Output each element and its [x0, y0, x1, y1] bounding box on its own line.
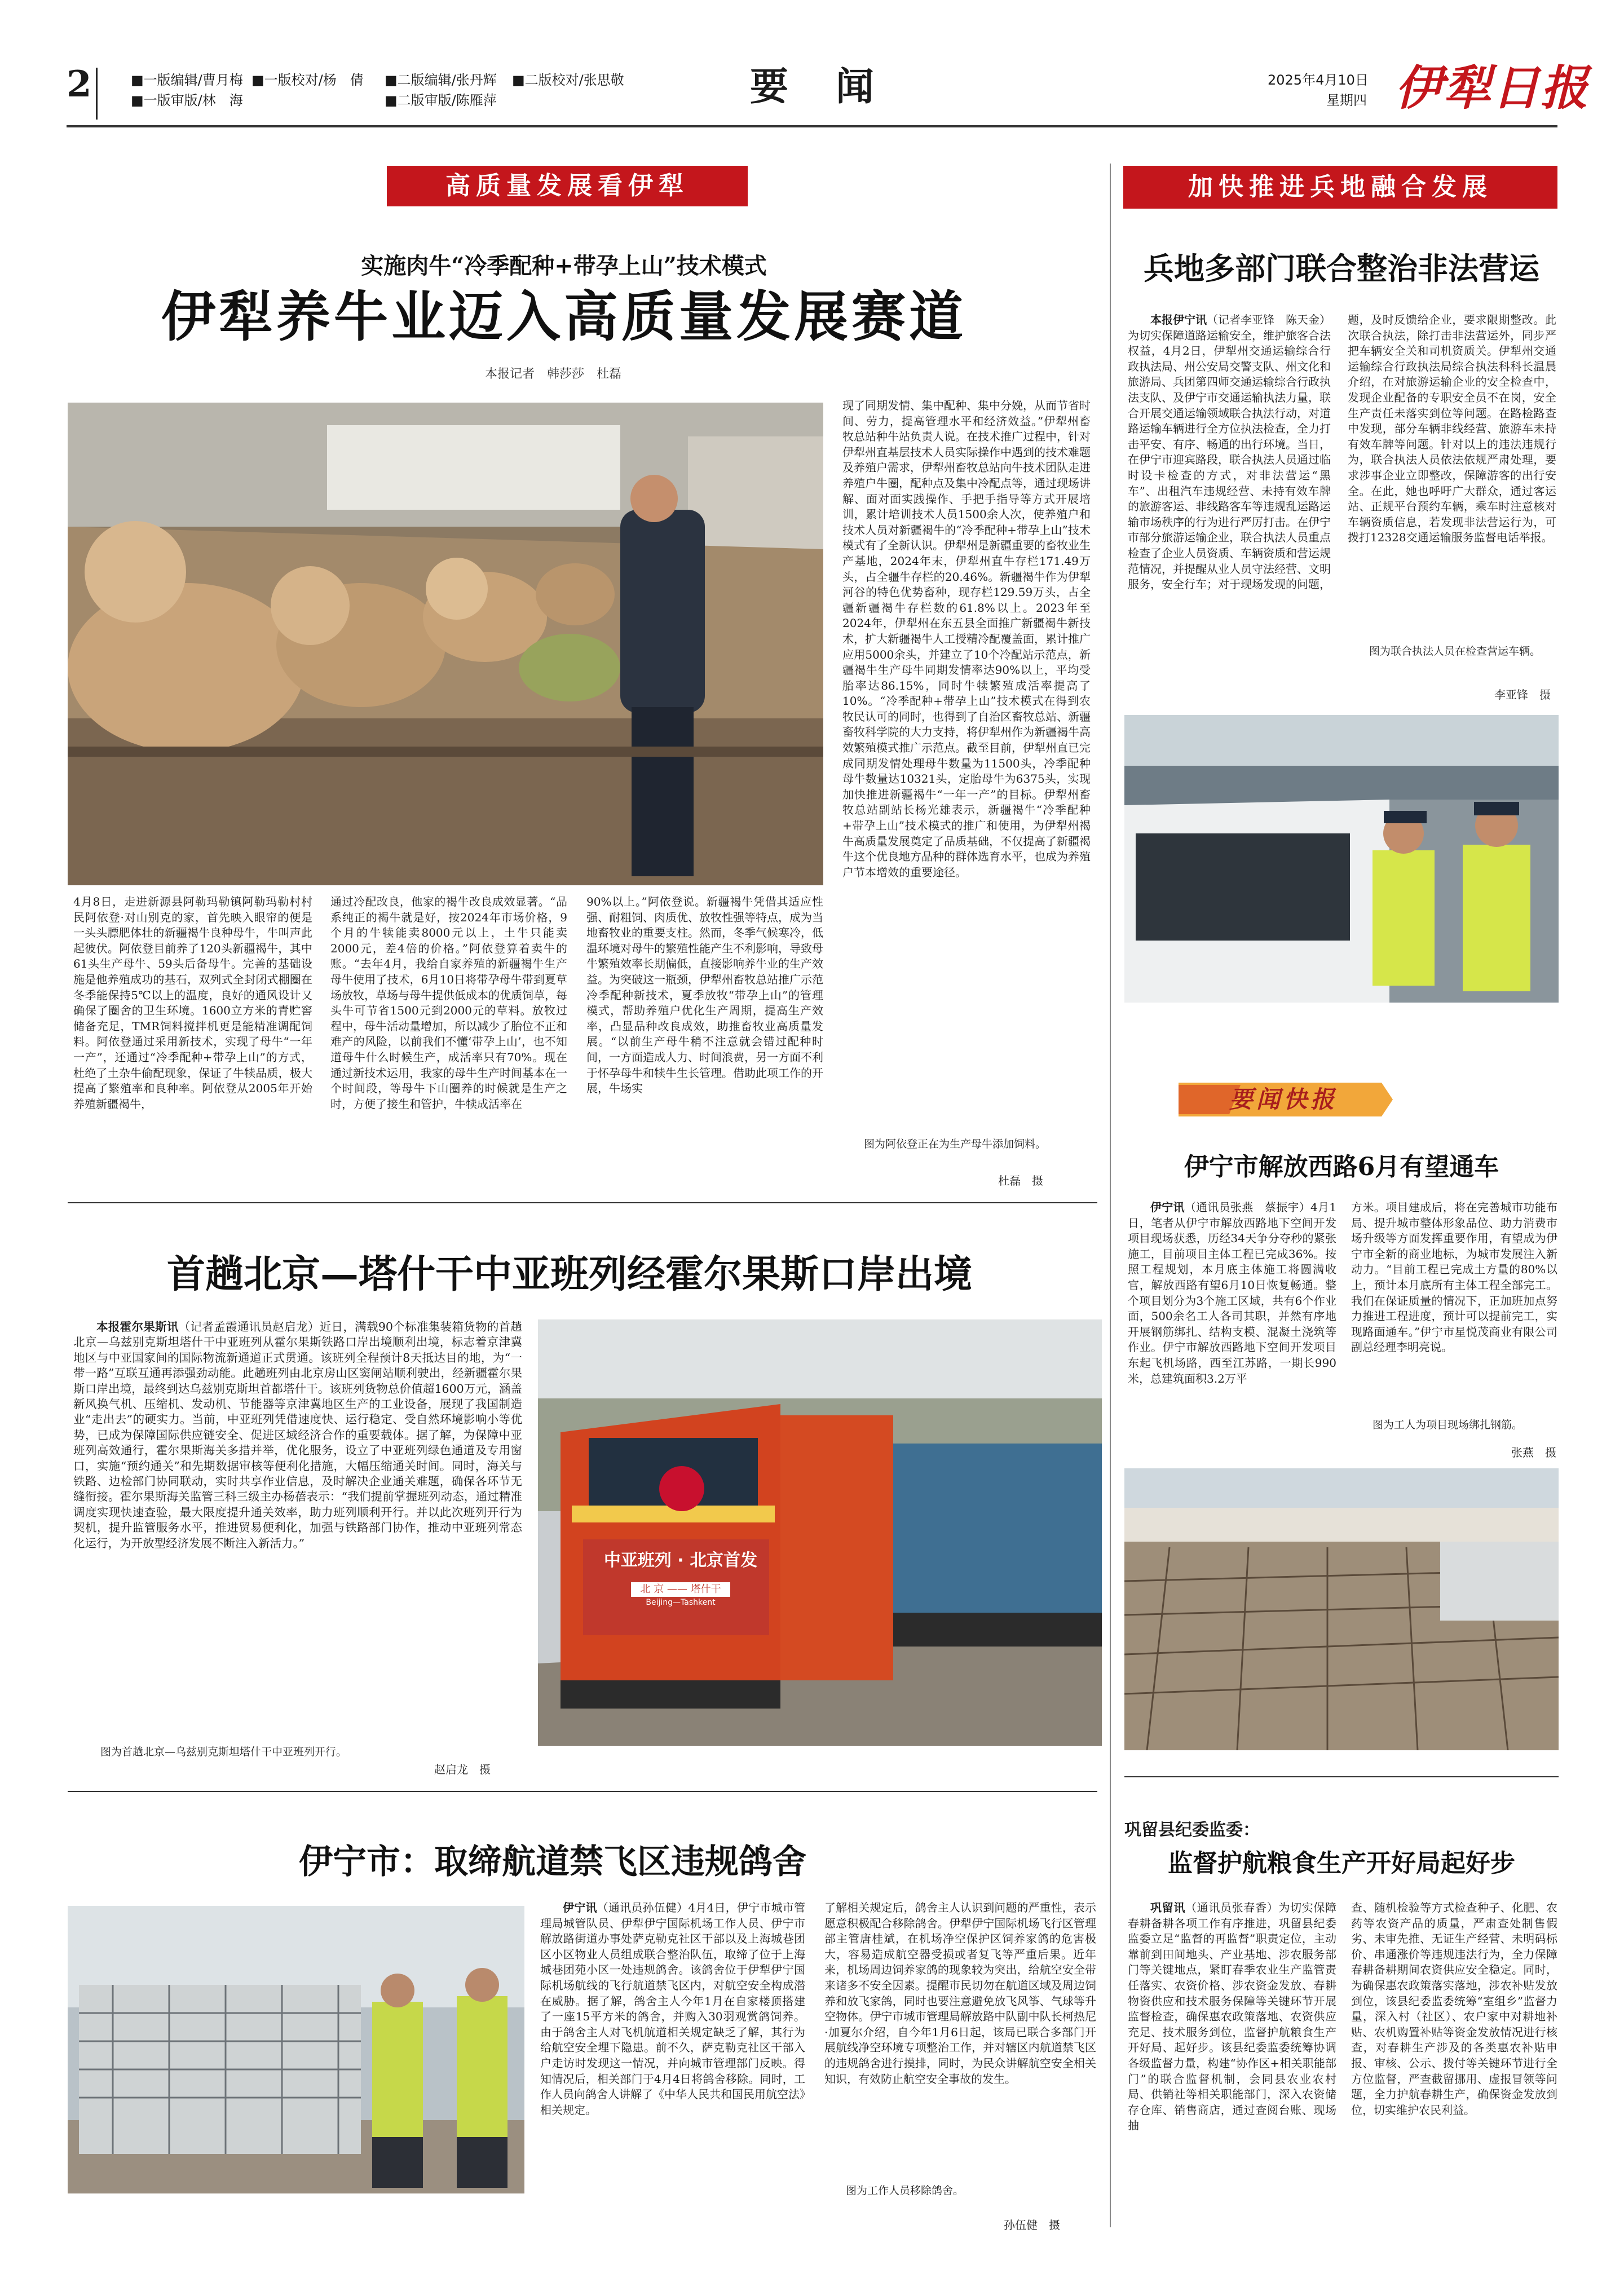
section-banner-bingtuan: 加快推进兵地融合发展 [1123, 166, 1557, 209]
masthead [0, 0, 1624, 130]
article4-headline: 兵地多部门联合整治非法营运 [1144, 250, 1539, 286]
police-photo [1124, 715, 1559, 1003]
column-divider [1110, 164, 1111, 2227]
article1-bottom-rule [68, 1202, 1097, 1203]
masthead-rule [67, 125, 1557, 127]
article1-column-2: 通过冷配改良，他家的褐牛改良成效显著。“品系纯正的褐牛就是好，按2024年市场价格，9个月的牛犊能卖8000元以上，土牛只能卖2000元，差4倍的价格。”阿依登算着卖牛的账。“去年4月，我给自家养殖的新疆褐牛生产母牛使用了技术，6月10日将带孕母牛带到夏草场放牧，草场与母牛提供低成本的优质饲草，每头牛可节省1500元到2000元的草料。放牧过程中，母牛活动量增加，所以减少了胎位不正和难产的风险，以前我们不懂‘带孕上山’，也不知道母牛什么时候生产，成活率只有70%。现在通过新技术运用，我家的母牛生产时间基本在一个时间段，等母牛下山圈养的时候就是生产之时，方便了接生和管护，牛犊成活率在 [330, 895, 567, 1111]
masthead-divider [96, 68, 98, 120]
article5-credit: 张燕 摄 [1511, 1446, 1556, 1459]
article6-headline: 监督护航粮食生产开好局起好步 [1168, 1849, 1515, 1878]
quicknews-banner [1179, 1077, 1393, 1122]
page-number: 2 [67, 63, 92, 105]
article5-column-2: 方米。项目建成后，将在完善城市功能布局、提升城市整体形象品位、助力消费市场升级等方面发挥重要作用，有望成为伊宁市全新的商业地标，为城市发展注入新动力。“目前工程已完成土方量的80%以上，预计本月底所有主体工程全部完工。我们在保证质量的情况下，正加班加点努力推进工程进度，预计可以提前完工，实现路面通车。”伊宁市星悦茂商业有限公司副总经理李明亮说。 [1351, 1200, 1557, 1354]
cattle-photo [68, 403, 823, 885]
article1-kicker: 实施肉牛“冷季配种+带孕上山”技术模式 [361, 253, 767, 279]
article5-column-1: 伊宁讯（通讯员张燕 蔡振宇）4月1日，笔者从伊宁市解放西路地下空间开发项目现场获悉，历经34天争分夺秒的紧张施工，目前项目主体工程已完成36%。按照工程规划，本月底主体施工将圆满收官，解放西路有望6月10日恢复畅通。整个项目划分为3个施工区域，共有6个作业面，500余名工人各司其职，并然有序地开展钢筋绑扎、结构支模、混凝土浇筑等作业。伊宁市解放西路地下空间开发项目东起飞机场路，西至江苏路，一期长990米，总建筑面积3.2万平 [1128, 1200, 1336, 1385]
article5-headline: 伊宁市解放西路6月有望通车 [1184, 1153, 1499, 1181]
train-plate-main: 中亚班列 · 北京首发 [603, 1551, 758, 1570]
article2-body: 本报霍尔果斯讯（记者孟霞通讯员赵启龙）近日，满载90个标准集装箱货物的首趟北京—乌兹别克斯坦塔什干中亚班列从霍尔果斯铁路口岸出境顺利出境，标志着京津冀地区与中亚国家间的国际物流新通道正式贯通。该班列全程预计8天抵达目的地，为“一带一路”互联互通再添强劲动能。此趟班列由北京房山区窦闸站顺利驶出，经新疆霍尔果斯口岸出境，最终到达乌兹别克斯坦首都塔什干。该班列货物总价值超1600万元，涵盖新风换气机、压缩机、发动机、节能器等京津冀地区生产的工业设备，展现了我国制造业“走出去”的硬实力。当前，中亚班列凭借速度快、运行稳定、受自然环境影响小等优势，已成为保障国际供应链安全、促进区域经济合作的重要载体。据了解，为保障中亚班列高效通行，霍尔果斯海关多措并举，优化服务，设立了中亚班列绿色通道及专用窗口，实施“预约通关”和先期数据审核等便利化措施，大幅压缩通关时间。同时，海关与铁路、边检部门协同联动，实时共享作业信息，及时解决企业通关难题，确保各环节无缝衔接。霍尔果斯海关监管三科三级主办杨蓓表示：“我们提前掌握班列动态，通过精准调度实现快速查验，最大限度提升通关效率，助力班列顺利开行。并以此次班列开行为契机，提升监管服务水平，推进贸易便利化，加强与铁路部门协作，推动中亚班列常态化运行，为开放型经济发展不断注入新活力。” [73, 1320, 522, 1550]
article2-caption: 图为首趟北京—乌兹别克斯坦塔什干中亚班列开行。 [100, 1746, 347, 1758]
article4-caption: 图为联合执法人员在检查营运车辆。 [1369, 645, 1541, 657]
article4-credit: 李亚锋 摄 [1494, 688, 1551, 701]
article3-column-1: 伊宁讯（通讯员孙伍健）4月4日，伊宁市城市管理局城管队员、伊犁伊宁国际机场工作人员、伊宁市解放路街道办事处萨克勒克社区干部以及上海城巷团区小区物业人员组成联合整治队伍，取缔了位于上海城巷团苑小区一处违规鸽舍。该鸽舍位于伊犁伊宁国际机场航线的飞行航道禁飞区内，对航空安全构成潜在威胁。据了解，鸽舍主人今年1月在自家楼顶搭建了一座15平方米的鸽舍，并购入30羽观赏鸽饲养。由于鸽舍主人对飞机航道相关规定缺乏了解，其行为给航空安全埋下隐患。前不久，萨克勒克社区干部入户走访时发现这一情况，并向城市管理部门反映。得知情况后，相关部门于4月4日将鸽舍移除。同时，工作人员向鸽舍人讲解了《中华人民共和国民用航空法》相关规定。 [540, 1901, 805, 2117]
article5-lead: 伊宁讯 [1150, 1200, 1185, 1214]
quicknews-title: 要闻快报 [1229, 1085, 1338, 1113]
editors-col2: ■一版校对/杨 倩 [251, 72, 364, 88]
train-plate [585, 1545, 776, 1630]
article1-column-3: 90%以上。”阿依登说。新疆褐牛凭借其适应性强、耐粗饲、肉质优、放牧性强等特点，成为当地畜牧业的重要支柱。然而，冬季气候寒冷，低温环境对母牛的繁殖性能产生不利影响，导致母牛繁殖效率长期偏低，直接影响养牛业的生产效益。为突破这一瓶颈，伊犁州畜牧总站推广示范冷季配种新技术，夏季放牧“带孕上山”的管理模式，帮助养殖户优化生产周期，提高生产效率，凸显品种改良成效，助推畜牧业高质量发展。“以前生产母牛稍不注意就会错过配种时间，一方面造成人力、时间浪费，另一方面不利于怀孕母牛和犊牛生长管理。借助此项工作的开展，牛场实 [586, 895, 823, 1096]
article1-column-4: 现了同期发情、集中配种、集中分娩，从而节省时间、劳力，提高管理水平和经济效益。”伊犁州畜牧总站种牛站负责人说。在技术推广过程中，针对伊犁州直基层技术人员实际操作中遇到的技术难题及养殖户需求，伊犁州畜牧总站向牛技术团队走进养殖户牛圈，配种点及集中冷配点等，通过现场讲解、面对面实践操作、手把手指导等方式开展培训，累计培训技术人员1500余人次，使养殖户和技术人员对新疆褐牛的“冷季配种+带孕上山”技术模式有了全新认识。伊犁州是新疆重要的畜牧业生产基地，2024年末，伊犁州直牛存栏171.49万头，占全疆牛存栏的20.46%。新疆褐牛作为伊犁河谷的特色优势畜种，现存栏129.59万头，占全疆新疆褐牛存栏数的61.8%以上。2023年至2024年，伊犁州在东五县全面推广新疆褐牛新技术，扩大新疆褐牛人工授精冷配覆盖面，累计推广应用5000余头，并建立了10个冷配站示范点，新疆褐牛生产母牛同期发情率达90%以上，平均受胎率达86.15%，同时牛犊繁殖成活率提高了10%。“冷季配种+带孕上山”技术模式在得到农牧民认可的同时，也得到了自治区畜牧总站、新疆畜牧科学院的大力支持，将伊犁州作为新疆褐牛高效繁殖模式推广示范点。截至目前，伊犁州直已完成同期发情处理母牛数量为11500头，冷季配种母牛数量达10321头，定胎母牛为6375头，实现加快推进新疆褐牛“一年一产”的目标。伊犁州畜牧总站副站长杨光雄表示，新疆褐牛“冷季配种+带孕上山”技术模式的推广和使用，为伊犁州褐牛高质量发展奠定了品质基础，不仅提高了新疆褐牛这个优良地方品种的群体选育水平，也成为养殖户节本增效的重要途径。 [842, 399, 1091, 879]
paper-logo: 伊犁日报 [1395, 60, 1590, 116]
train-photo [538, 1319, 1102, 1746]
article1-credit: 杜磊 摄 [998, 1174, 1043, 1188]
article2-lead: 本报霍尔果斯讯 [96, 1320, 179, 1334]
article3-lead: 伊宁讯 [563, 1901, 597, 1914]
article3-headline: 伊宁市：取缔航道禁飞区违规鸽舍 [299, 1842, 806, 1882]
issue-date: 2025年4月10日 星期四 [1268, 72, 1369, 108]
section-banner-high-quality: 高质量发展看伊犁 [387, 166, 748, 206]
article3-caption: 图为工作人员移除鸽舍。 [846, 2184, 964, 2197]
article6-kicker: 巩留县纪委监委： [1124, 1820, 1260, 1840]
article3-credit: 孙伍健 摄 [1004, 2218, 1060, 2232]
article6-column-1: 巩留讯（通讯员张春香）为切实保障春耕备耕各项工作有序推进，巩留县纪委监委立足“监督的再监督”职责定位，主动靠前到田间地头、产业基地、涉农服务部门等关键地点，紧盯春季农业生产监管责任落实、农资价格、涉农资金发放、春耕物资供应和技术服务保障等关键环节开展监督检查，确保惠农政策落地、农资供应充足、技术服务到位，监督护航粮食生产开好局、起好步。该县纪委监委统筹协调各级监督力量，构建“协作区+相关职能部门”的联合监督机制，会同县农业农村局、供销社等相关职能部门，深入农资储存仓库、销售商店，通过查阅台账、现场抽 [1128, 1901, 1336, 2133]
pigeon-photo [68, 1906, 524, 2193]
section-title: 要 闻 [750, 64, 879, 109]
article6-lead: 巩留讯 [1150, 1901, 1185, 1914]
article6-column-2: 查、随机检验等方式检查种子、化肥、农药等农资产品的质量，严肃查处制售假劣、未审先推、无证生产经营、未明码标价、串通涨价等违规违法行为，全力保障春耕备耕期间农资供应安全稳定。同时，为确保惠农政策落实落地，涉农补贴发放到位，该县纪委监委统筹“室组乡”监督力量，深入村（社区）、农户家中对耕地补贴、农机购置补贴等资金发放情况进行核查，对春耕生产涉及的各类惠农补贴申报、审核、公示、拨付等关键环节进行全方位监督，严查截留挪用、虚报冒领等问题，全力护航春耕生产，确保资金发放到位，切实维护农民利益。 [1351, 1901, 1557, 2117]
article4-column-2: 题，及时反馈给企业，要求限期整改。此次联合执法，除打击非法营运外，同步严把车辆安全关和司机资质关。伊犁州交通运输综合行政执法局综合执法科科长温晨介绍，在对旅游运输企业的安全检查中，发现企业配备的专职安全员不在岗，安全生产责任未落实到位等问题。在路检路查中发现，部分车辆非线经营、旅游车未持有效车牌等问题。针对以上的违法违规行为，联合执法人员依法依规严肃处理，要求涉事企业立即整改，保障游客的出行安全。在此，她也呼吁广大群众，通过客运站、正规平台预约车辆，乘车时注意核对车辆资质信息，若发现非法营运行为，可拨打12328交通运输服务监督电话举报。 [1348, 313, 1556, 545]
construction-photo [1124, 1468, 1559, 1750]
article5-caption: 图为工人为项目现场绑扎钢筋。 [1373, 1419, 1523, 1431]
article3-column-2: 了解相关规定后，鸽舍主人认识到问题的严重性，表示愿意积极配合移除鸽舍。伊犁伊宁国际机场飞行区管理部主管唐桂斌，在机场净空保护区饲养家鸽的危害极大，容易造成航空器受损或者复飞等严重后果。近年来，机场周边饲养家鸽的现象较为突出，给航空安全带来诸多不安全因素。提醒市民切勿在航道区域及周边饲养和放飞家鸽，同时也要注意避免放飞风筝、气球等升空物体。伊宁市城市管理局解放路中队副中队长柯热尼·加夏尔介绍，自今年1月6日起，该局已联合多部门开展航线净空环境专项整治工作，并对辖区内航道禁飞区的违规鸽舍进行摸排，同时，为民众讲解航空安全相关知识，有效防止航空安全事故的发生。 [824, 1901, 1096, 2086]
article4-lead: 本报伊宁讯 [1150, 313, 1207, 326]
article5-bottom-rule [1124, 1776, 1559, 1777]
article1-column-1: 4月8日，走进新源县阿勒玛勒镇阿勒玛勒村村民阿依登·对山别克的家，首先映入眼帘的便是一头头膘肥体壮的新疆褐牛良种母牛，牛叫声此起彼伏。阿依登目前养了120头新疆褐牛，其中61头生产母牛、59头后备母牛。完善的基础设施是他养殖成功的基石，双列式全封闭式棚圈在冬季能保持5℃以上的温度，良好的通风设计又确保了圈舍的卫生环境。1600立方米的青贮窖储备充足，TMR饲料搅拌机更是能精准调配饲料。阿依登通过采用新技术，实现了母牛“一年一产”，还通过“冷季配种+带孕上山”的方式，杜绝了土杂牛偷配现象，保证了牛犊品质，极大提高了繁殖率和良种率。阿依登从2005年开始养殖新疆褐牛， [73, 895, 312, 1111]
editors-col3: ■二版编辑/张丹辉 ■二版审版/陈雁萍 [385, 72, 497, 108]
article1-byline: 本报记者 韩莎莎 杜磊 [485, 367, 622, 381]
editors-col1: ■一版编辑/曹月梅 ■一版审版/林 海 [131, 72, 243, 108]
editors-col4: ■二版校对/张思敬 [512, 72, 624, 88]
article1-caption: 图为阿依登正在为生产母牛添加饲料。 [864, 1138, 1047, 1150]
train-plate-sub: 北 京 —— 塔什干 [631, 1582, 730, 1597]
train-plate-en: Beijing—Tashkent [646, 1598, 716, 1607]
article2-bottom-rule [68, 1791, 1097, 1792]
article2-credit: 赵启龙 摄 [434, 1763, 491, 1776]
article4-column-1: 本报伊宁讯（记者李亚锋 陈天金）为切实保障道路运输安全，维护旅客合法权益，4月2日，伊犁州交通运输综合行政执法局、州公安局交警支队、州文化和旅游局、兵团第四师交通运输综合行政执法支队、及伊宁市交通运输执法力量，联合开展交通运输领域联合执法行动，对道路运输车辆进行全方位执法检查，全力打击平安、有序、畅通的出行环境。当日，在伊宁市迎宾路段，联合执法人员通过临时设卡检查的方式，对非法营运“黑车”、出租汽车违规经营、未持有效车牌的旅游客运、非线路客车等违规乱运路运输市场秩序的行为进行严厉打击。在伊宁市部分旅游运输企业，联合执法人员重点检查了企业人员资质、车辆资质和营运规范情况，并提醒从业人员守法经营、文明服务，安全行车；对于现场发现的问题， [1128, 313, 1331, 592]
article2-headline: 首趟北京—塔什干中亚班列经霍尔果斯口岸出境 [166, 1252, 972, 1297]
article1-headline: 伊犁养牛业迈入高质量发展赛道 [161, 285, 967, 348]
